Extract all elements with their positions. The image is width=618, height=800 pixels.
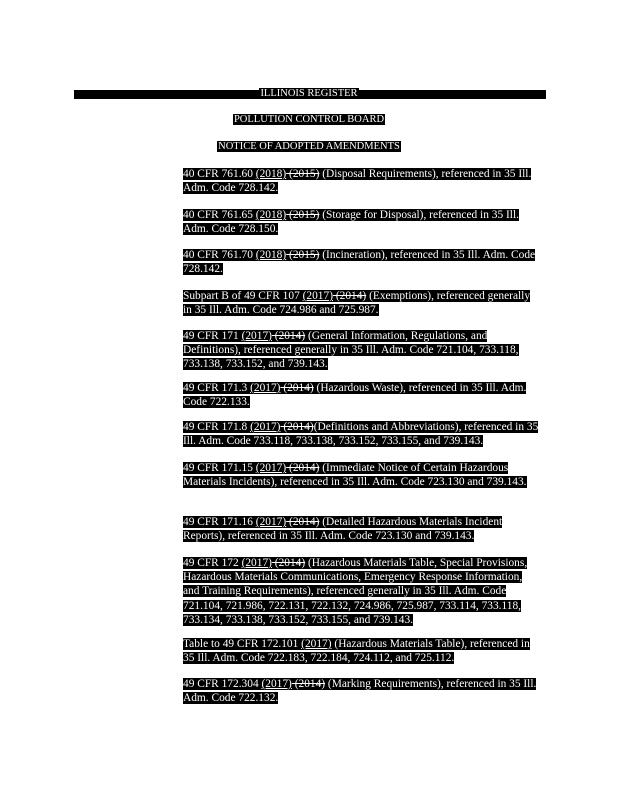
deleted-text: (2014): [291, 678, 326, 690]
deleted-text: (2014): [286, 516, 320, 528]
deleted-text: (2014): [333, 290, 367, 302]
deleted-text: (2014): [280, 382, 314, 394]
deleted-text: (2015): [286, 209, 320, 221]
entry-text: (Marking Requirements), referenced in 35 Ill. Adm. Code 722.132.: [183, 678, 537, 705]
inserted-text: (2017): [261, 678, 292, 690]
cfr-entry: [183, 329, 541, 372]
entry-text: (Hazardous Waste), referenced in 35 Ill. Adm. Code 722.133.: [183, 382, 527, 409]
inserted-text: (2017): [302, 290, 333, 302]
cfr-entry: [183, 420, 541, 448]
entry-text: (Incineration), referenced in 35 Ill. Adm. Code 728.142.: [183, 249, 536, 276]
entry-text: 49 CFR 171: [183, 330, 242, 342]
cfr-entry: [183, 208, 541, 236]
inserted-text: (2018): [255, 168, 287, 180]
entry-text: Subpart B of 49 CFR 107: [183, 290, 303, 302]
inserted-text: (2017): [241, 330, 272, 342]
entry-text: (Disposal Requirements), referenced in 35 Ill. Adm. Code 728.142.: [183, 168, 532, 195]
deleted-text: (2015): [286, 249, 320, 261]
entry-text: (Exemptions), referenced generally in 35 Ill. Adm. Code 724.986 and 725.987.: [183, 290, 531, 317]
entry-text: (Storage for Disposal), referenced in 35 Ill. Adm. Code 728.150.: [183, 209, 519, 236]
deleted-text: (2014): [286, 462, 320, 474]
inserted-text: (2017): [241, 557, 272, 569]
inserted-text: (2017): [250, 382, 281, 394]
inserted-text: (2017): [255, 462, 287, 474]
inserted-text: (2017): [301, 638, 332, 650]
entry-text: Table to 49 CFR 172.101: [183, 638, 302, 650]
inserted-text: (2018): [255, 249, 287, 261]
cfr-entry: [183, 515, 541, 543]
register-title: ILLINOIS REGISTER: [260, 88, 358, 99]
entry-text: (Hazardous Materials Table, Special Provisions, Hazardous Materials Communications, Emergency Response Information, and Training Requirements), referenced generally in 35 Ill. Adm. Code 721.104, 721.986, 722.131, 722.132, 724.986, 725.987, 733.114, 733.118, 733.134, 733.138, 733.152, 733.155, and 739.143.: [183, 557, 528, 626]
cfr-entry: [183, 677, 541, 705]
entry-text: (Detailed Hazardous Materials Incident Reports), referenced in 35 Ill. Adm. Code 723.130 and 739.143.: [183, 516, 503, 543]
entry-text: 49 CFR 172: [183, 557, 242, 569]
cfr-entry: [183, 381, 541, 409]
entry-text: 49 CFR 171.8: [183, 421, 251, 433]
entry-text: (Definitions and Abbreviations), referenced in 35 Ill. Adm. Code 733.118, 733.138, 733.152, 733.155, and 739.143.: [183, 421, 539, 448]
notice-title: NOTICE OF ADOPTED AMENDMENTS: [218, 141, 400, 152]
entry-text: (Hazardous Materials Table), referenced in 35 Ill. Adm. Code 722.183, 722.184, 724.112, and 725.112.: [183, 638, 530, 665]
inserted-text: (2017): [255, 516, 287, 528]
inserted-text: (2018): [255, 209, 287, 221]
entry-text: 49 CFR 171.15: [183, 462, 256, 474]
cfr-entry: [183, 461, 541, 489]
entry-text: 49 CFR 172.304: [183, 678, 262, 690]
cfr-entry: [183, 248, 541, 276]
entry-text: 40 CFR 761.60: [183, 168, 256, 180]
entry-text: 40 CFR 761.70: [183, 249, 256, 261]
board-title: POLLUTION CONTROL BOARD: [233, 114, 385, 125]
entry-text: (Immediate Notice of Certain Hazardous Materials Incidents), referenced in 35 Ill. Adm. Code 723.130 and 739.143.: [183, 462, 527, 489]
entry-text: 49 CFR 171.3: [183, 382, 251, 394]
deleted-text: (2014): [271, 557, 306, 569]
entry-text: 40 CFR 761.65: [183, 209, 256, 221]
cfr-entry: [183, 167, 541, 195]
cfr-entry: [183, 556, 541, 627]
inserted-text: (2017): [250, 421, 281, 433]
deleted-text: (2015): [286, 168, 320, 180]
deleted-text: (2014): [271, 330, 306, 342]
entry-text: (General Information, Regulations, and Definitions), referenced generally in 35 Ill. Adm. Code 721.104, 733.118, 733.138, 733.152, and 739.143.: [183, 330, 519, 371]
deleted-text: (2014): [280, 421, 314, 433]
cfr-entry: [183, 289, 541, 317]
entry-text: 49 CFR 171.16: [183, 516, 256, 528]
cfr-entry: [183, 637, 541, 665]
